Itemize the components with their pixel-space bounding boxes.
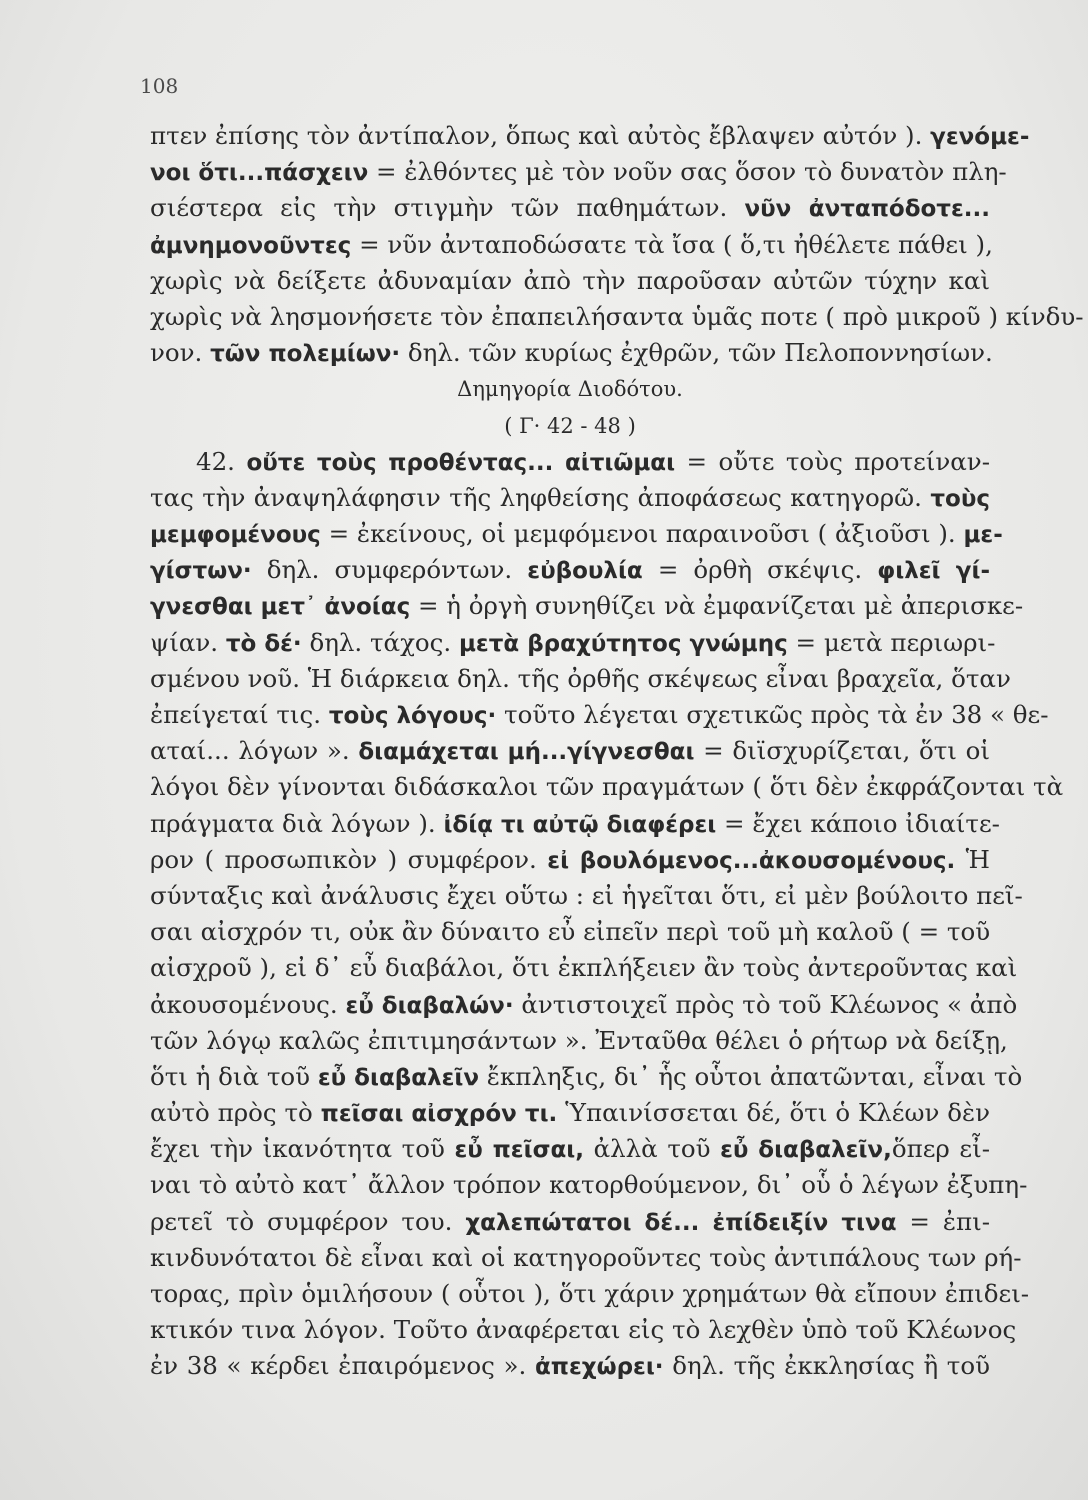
- text-line: ἀμνημονοῦντες = νῦν ἀνταποδώσατε τὰ ἴσα ( ὅ,τι ἠθέλετε πάθει ),: [150, 229, 993, 259]
- section-heading: Δημηγορία Διοδότου.: [457, 377, 683, 402]
- text-line: γίστων· δηλ. συμφερόντων. εὐβουλία = ὀρθὴ σκέψις. φιλεῖ γί-: [150, 555, 990, 585]
- text-line: πτεν ἐπίσης τὸν ἀντίπαλον, ὅπως καὶ αὐτὸς ἔβλαψεν αὐτόν ). γενόμε-: [150, 121, 1030, 150]
- text-line: τας τὴν ἀναψηλάφησιν τῆς ληφθείσης ἀποφάσεως κατηγορῶ. τοὺς: [150, 482, 990, 512]
- commentary-block-1: [150, 118, 1084, 371]
- text-line: αὐτὸ πρὸς τὸ πεῖσαι αἰσχρόν τι. Ὑπαινίσσεται δέ, ὅτι ὁ Κλέων δὲν: [150, 1098, 991, 1128]
- text-line: ἔχει τὴν ἱκανότητα τοῦ εὖ πεῖσαι, ἀλλὰ τοῦ εὖ διαβαλεῖν,ὅπερ εἶ-: [150, 1134, 990, 1164]
- page-number: 108: [140, 74, 179, 98]
- text-line: χωρὶς νὰ λησμονήσετε τὸν ἐπαπειλήσαντα ὑμᾶς ποτε ( πρὸ μικροῦ ) κίνδυ-: [150, 301, 1084, 331]
- text-line: τῶν λόγῳ καλῶς ἐπιτιμησάντων ». Ἐνταῦθα θέλει ὁ ρήτωρ νὰ δείξῃ,: [150, 1025, 1008, 1055]
- text-line: κτικόν τινα λόγον. Τοῦτο ἀναφέρεται εἰς τὸ λεχθὲν ὑπὸ τοῦ Κλέωνος: [150, 1315, 1017, 1345]
- text-line: ρετεῖ τὸ συμφέρον του. χαλεπώτατοι δέ... ἐπίδειξίν τινα = ἐπι-: [150, 1206, 990, 1236]
- commentary-text: [150, 118, 1084, 1385]
- text-line: μεμφομένους = ἐκείνους, οἱ μεμφόμενοι παραινοῦσι ( ἀξιοῦσι ). με-: [150, 519, 1003, 549]
- text-line: ὅτι ἡ διὰ τοῦ εὖ διαβαλεῖν ἔκπληξις, δι᾽ ἧς οὗτοι ἀπατῶνται, εἶναι τὸ: [150, 1061, 1023, 1091]
- text-line: πράγματα διὰ λόγων ). ἰδίᾳ τι αὐτῷ διαφέρει = ἔχει κάποιο ἰδιαίτε-: [150, 808, 1000, 838]
- text-line: σμένου νοῦ. Ἡ διάρκεια δηλ. τῆς ὀρθῆς σκέψεως εἶναι βραχεῖα, ὅταν: [150, 663, 1011, 693]
- text-line: σαι αἰσχρόν τι, οὐκ ἂν δύναιτο εὖ εἰπεῖν περὶ τοῦ μὴ καλοῦ ( = τοῦ: [150, 917, 991, 947]
- text-line: ἐν 38 « κέρδει ἐπαιρόμενος ». ἀπεχώρει· δηλ. τῆς ἐκκλησίας ἢ τοῦ: [150, 1351, 991, 1381]
- text-line: γνεσθαι μετ᾽ ἀνοίας = ἡ ὀργὴ συνηθίζει νὰ ἐμφανίζεται μὲ ἀπερισκε-: [150, 591, 1024, 621]
- text-line: λόγοι δὲν γίνονται διδάσκαλοι τῶν πραγμάτων ( ὅτι δὲν ἐκφράζονται τὰ: [150, 772, 1064, 802]
- text-line: ψίαν. τὸ δέ· δηλ. τάχος. μετὰ βραχύτητος γνώμης = μετὰ περιωρι-: [150, 627, 996, 657]
- text-line: αταί... λόγων ». διαμάχεται μή...γίγνεσθαι = διϊσχυρίζεται, ὅτι οἱ: [150, 736, 990, 766]
- text-line: κινδυνότατοι δὲ εἶναι καὶ οἱ κατηγοροῦντες τοὺς ἀντιπάλους των ρή-: [150, 1242, 1022, 1272]
- text-line: σύνταξις καὶ ἀνάλυσις ἔχει οὕτω : εἰ ἡγεῖται ὅτι, εἰ μὲν βούλοιτο πεῖ-: [150, 880, 1023, 910]
- commentary-block-2: [150, 444, 1064, 1385]
- text-line: αἰσχροῦ ), εἰ δ᾽ εὖ διαβάλοι, ὅτι ἐκπλήξειεν ἂν τοὺς ἀντεροῦντας καὶ: [150, 953, 1018, 983]
- text-line: σιέστερα εἰς τὴν στιγμὴν τῶν παθημάτων. νῦν ἀνταπόδοτε...: [150, 193, 991, 223]
- text-line: τορας, πρὶν ὁμιλήσουν ( οὗτοι ), ὅτι χάριν χρημάτων θὰ εἴπουν ἐπιδει-: [150, 1279, 1030, 1308]
- text-line: ναι τὸ αὐτὸ κατ᾽ ἄλλον τρόπον κατορθούμενον, δι᾽ οὗ ὁ λέγων ἐξυπη-: [150, 1170, 1028, 1200]
- text-line: ἀκουσομένους. εὖ διαβαλών· ἀντιστοιχεῖ πρὸς τὸ τοῦ Κλέωνος « ἀπὸ: [150, 989, 1018, 1019]
- text-line: νοι ὅτι...πάσχειν = ἐλθόντες μὲ τὸν νοῦν σας ὅσον τὸ δυνατὸν πλη-: [150, 157, 1007, 187]
- text-line: 42. οὔτε τοὺς προθέντας... αἰτιῶμαι = οὔτε τοὺς προτείναν-: [196, 446, 990, 476]
- text-line: χωρὶς νὰ δείξετε ἀδυναμίαν ἀπὸ τὴν παροῦσαν αὐτῶν τύχην καὶ: [150, 265, 990, 295]
- text-line: ἐπείγεταί τις. τοὺς λόγους· τοῦτο λέγεται σχετικῶς πρὸς τὰ ἐν 38 « θε-: [150, 700, 1049, 729]
- text-line: ρον ( προσωπικὸν ) συμφέρον. εἰ βουλόμενος...ἀκουσομένους. Ἡ: [150, 844, 990, 874]
- section-reference: ( Γ· 42 - 48 ): [504, 413, 636, 438]
- text-line: νον. τῶν πολεμίων· δηλ. τῶν κυρίως ἐχθρῶν, τῶν Πελοποννησίων.: [150, 338, 993, 368]
